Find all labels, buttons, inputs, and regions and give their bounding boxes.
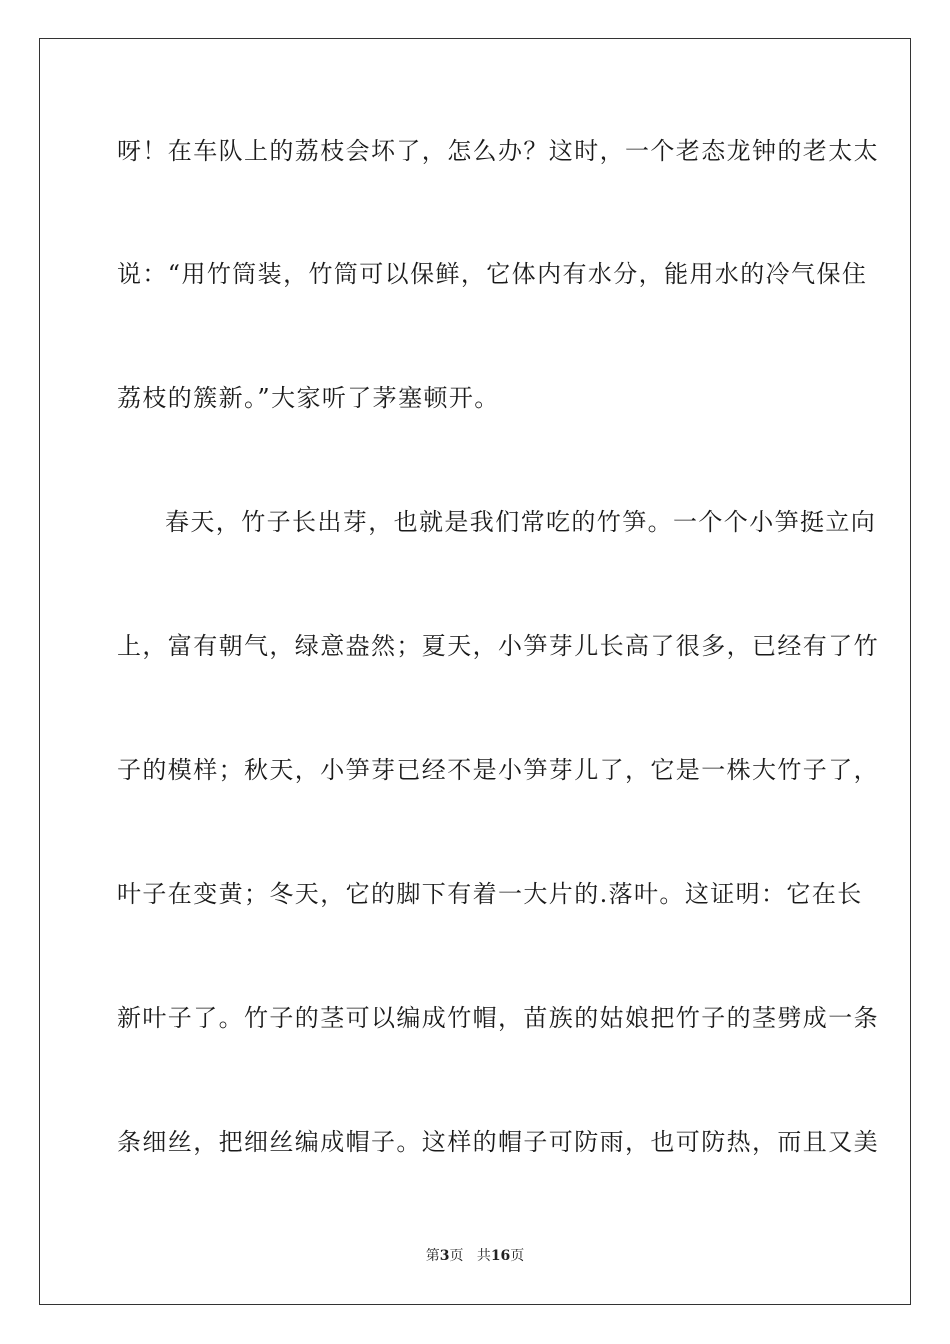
body-line-3: 荔枝的簇新。”大家听了茅塞顿开。 [117,384,500,412]
body-line-4: 春天，竹子长出芽，也就是我们常吃的竹笋。一个个小笋挺立向 [165,508,877,536]
total-pages: 16 [490,1248,511,1264]
page-footer [0,1247,950,1265]
page-number: 3 [439,1248,450,1264]
page-suffix: 页 [449,1248,464,1264]
page-border [39,38,911,1305]
body-line-9: 条细丝，把细丝编成帽子。这样的帽子可防雨，也可防热，而且又美 [117,1128,879,1156]
body-line-2: 说：“用竹筒装，竹筒可以保鲜，它体内有水分，能用水的冷气保住 [117,260,868,288]
page-prefix: 第 [425,1248,440,1264]
body-line-5: 上，富有朝气，绿意盎然；夏天，小笋芽儿长高了很多，已经有了竹 [117,632,879,660]
body-line-8: 新叶子了。竹子的茎可以编成竹帽，苗族的姑娘把竹子的茎劈成一条 [117,1004,879,1032]
total-prefix: 共 [476,1248,491,1264]
body-line-7: 叶子在变黄；冬天，它的脚下有着一大片的.落叶。这证明：它在长 [117,880,863,908]
total-suffix: 页 [510,1248,525,1264]
body-line-1: 呀！在车队上的荔枝会坏了，怎么办？这时，一个老态龙钟的老太太 [117,137,879,165]
body-line-6: 子的模样；秋天，小笋芽已经不是小笋芽儿了，它是一株大竹子了， [117,756,879,784]
